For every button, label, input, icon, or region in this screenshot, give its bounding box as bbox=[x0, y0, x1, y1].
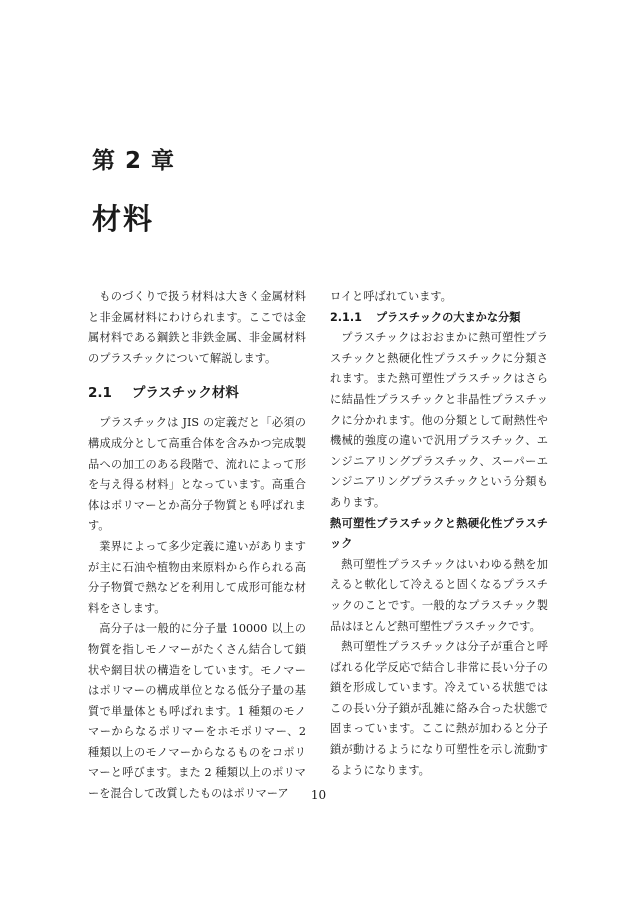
subsection-heading bbox=[330, 308, 548, 329]
subsection-number: 2.1.1 bbox=[330, 310, 362, 324]
paragraph: プラスチックは JIS の定義だと「必須の構成成分として高重合体を含みかつ完成製品への加工のある段階で、流れによって形を与え得る材料」となっています。高重合体はポリマーとか高分子物質とも呼ばれます。 bbox=[88, 416, 306, 533]
intro-paragraph: ものづくりで扱う材料は大きく金属材料と非金属材料にわけられます。ここでは金属材料である鋼鉄と非鉄金属、非金属材料のプラスチックについて解説します。 bbox=[88, 290, 306, 365]
page-number: 10 bbox=[310, 788, 327, 802]
right-column bbox=[330, 287, 548, 781]
section-number: 2.1 bbox=[88, 385, 112, 402]
left-column bbox=[88, 287, 306, 805]
paragraph: 高分子は一般的に分子量 10000 以上の物質を指しモノマーがたくさん結合して鎖状や網目状の構造をしています。モノマーはポリマーの構成単位となる低分子量の基質で単量体とも呼ばれます。1 種類のモノマーからなるポリマーをホモポリマー、2 種類以上のモノマーからなるものをコポリマーと呼びます。また 2 種類以上のポリマーを混合して改質したものはポリマーア bbox=[88, 622, 306, 801]
chapter-title: 材料 bbox=[92, 202, 155, 236]
chapter-label: 第 2 章 bbox=[92, 148, 176, 174]
subsection-title: プラスチックの大まかな分類 bbox=[375, 310, 521, 324]
paragraph: 熱可塑性プラスチックはいわゆる熱を加えると軟化して冷えると固くなるプラスチックのことです。一般的なプラスチック製品はほとんど熱可塑性プラスチックです。 bbox=[330, 557, 548, 633]
section-title: プラスチック材料 bbox=[131, 385, 239, 402]
paragraph: 業界によって多少定義に違いがありますが主に石油や植物由来原料から作られる高分子物質で熱などを利用して成形可能な材料をさします。 bbox=[88, 539, 306, 615]
paragraph-heading: 熱可塑性プラスチックと熱硬化性プラスチック bbox=[330, 516, 548, 551]
paragraph: 熱可塑性プラスチックは分子が重合と呼ばれる化学反応で結合し非常に長い分子の鎖を形成しています。冷えている状態ではこの長い分子鎖が乱雑に絡み合った状態で固まっています。ここに熱が加わると分子鎖が動けるようになり可塑性を示し流動するようになります。 bbox=[330, 640, 548, 777]
paragraph: プラスチックはおおまかに熱可塑性プラスチックと熱硬化性プラスチックに分類されます。また熱可塑性プラスチックはさらに結晶性プラスチックと非晶性プラスチックに分かれます。他の分類として耐熱性や機械的強度の違いで汎用プラスチック、エンジニアリングプラスチック、スーパーエンジニアリングプラスチックという分類もあります。 bbox=[330, 331, 548, 509]
section-heading bbox=[88, 383, 306, 403]
continuation-text: ロイと呼ばれています。 bbox=[330, 290, 452, 303]
